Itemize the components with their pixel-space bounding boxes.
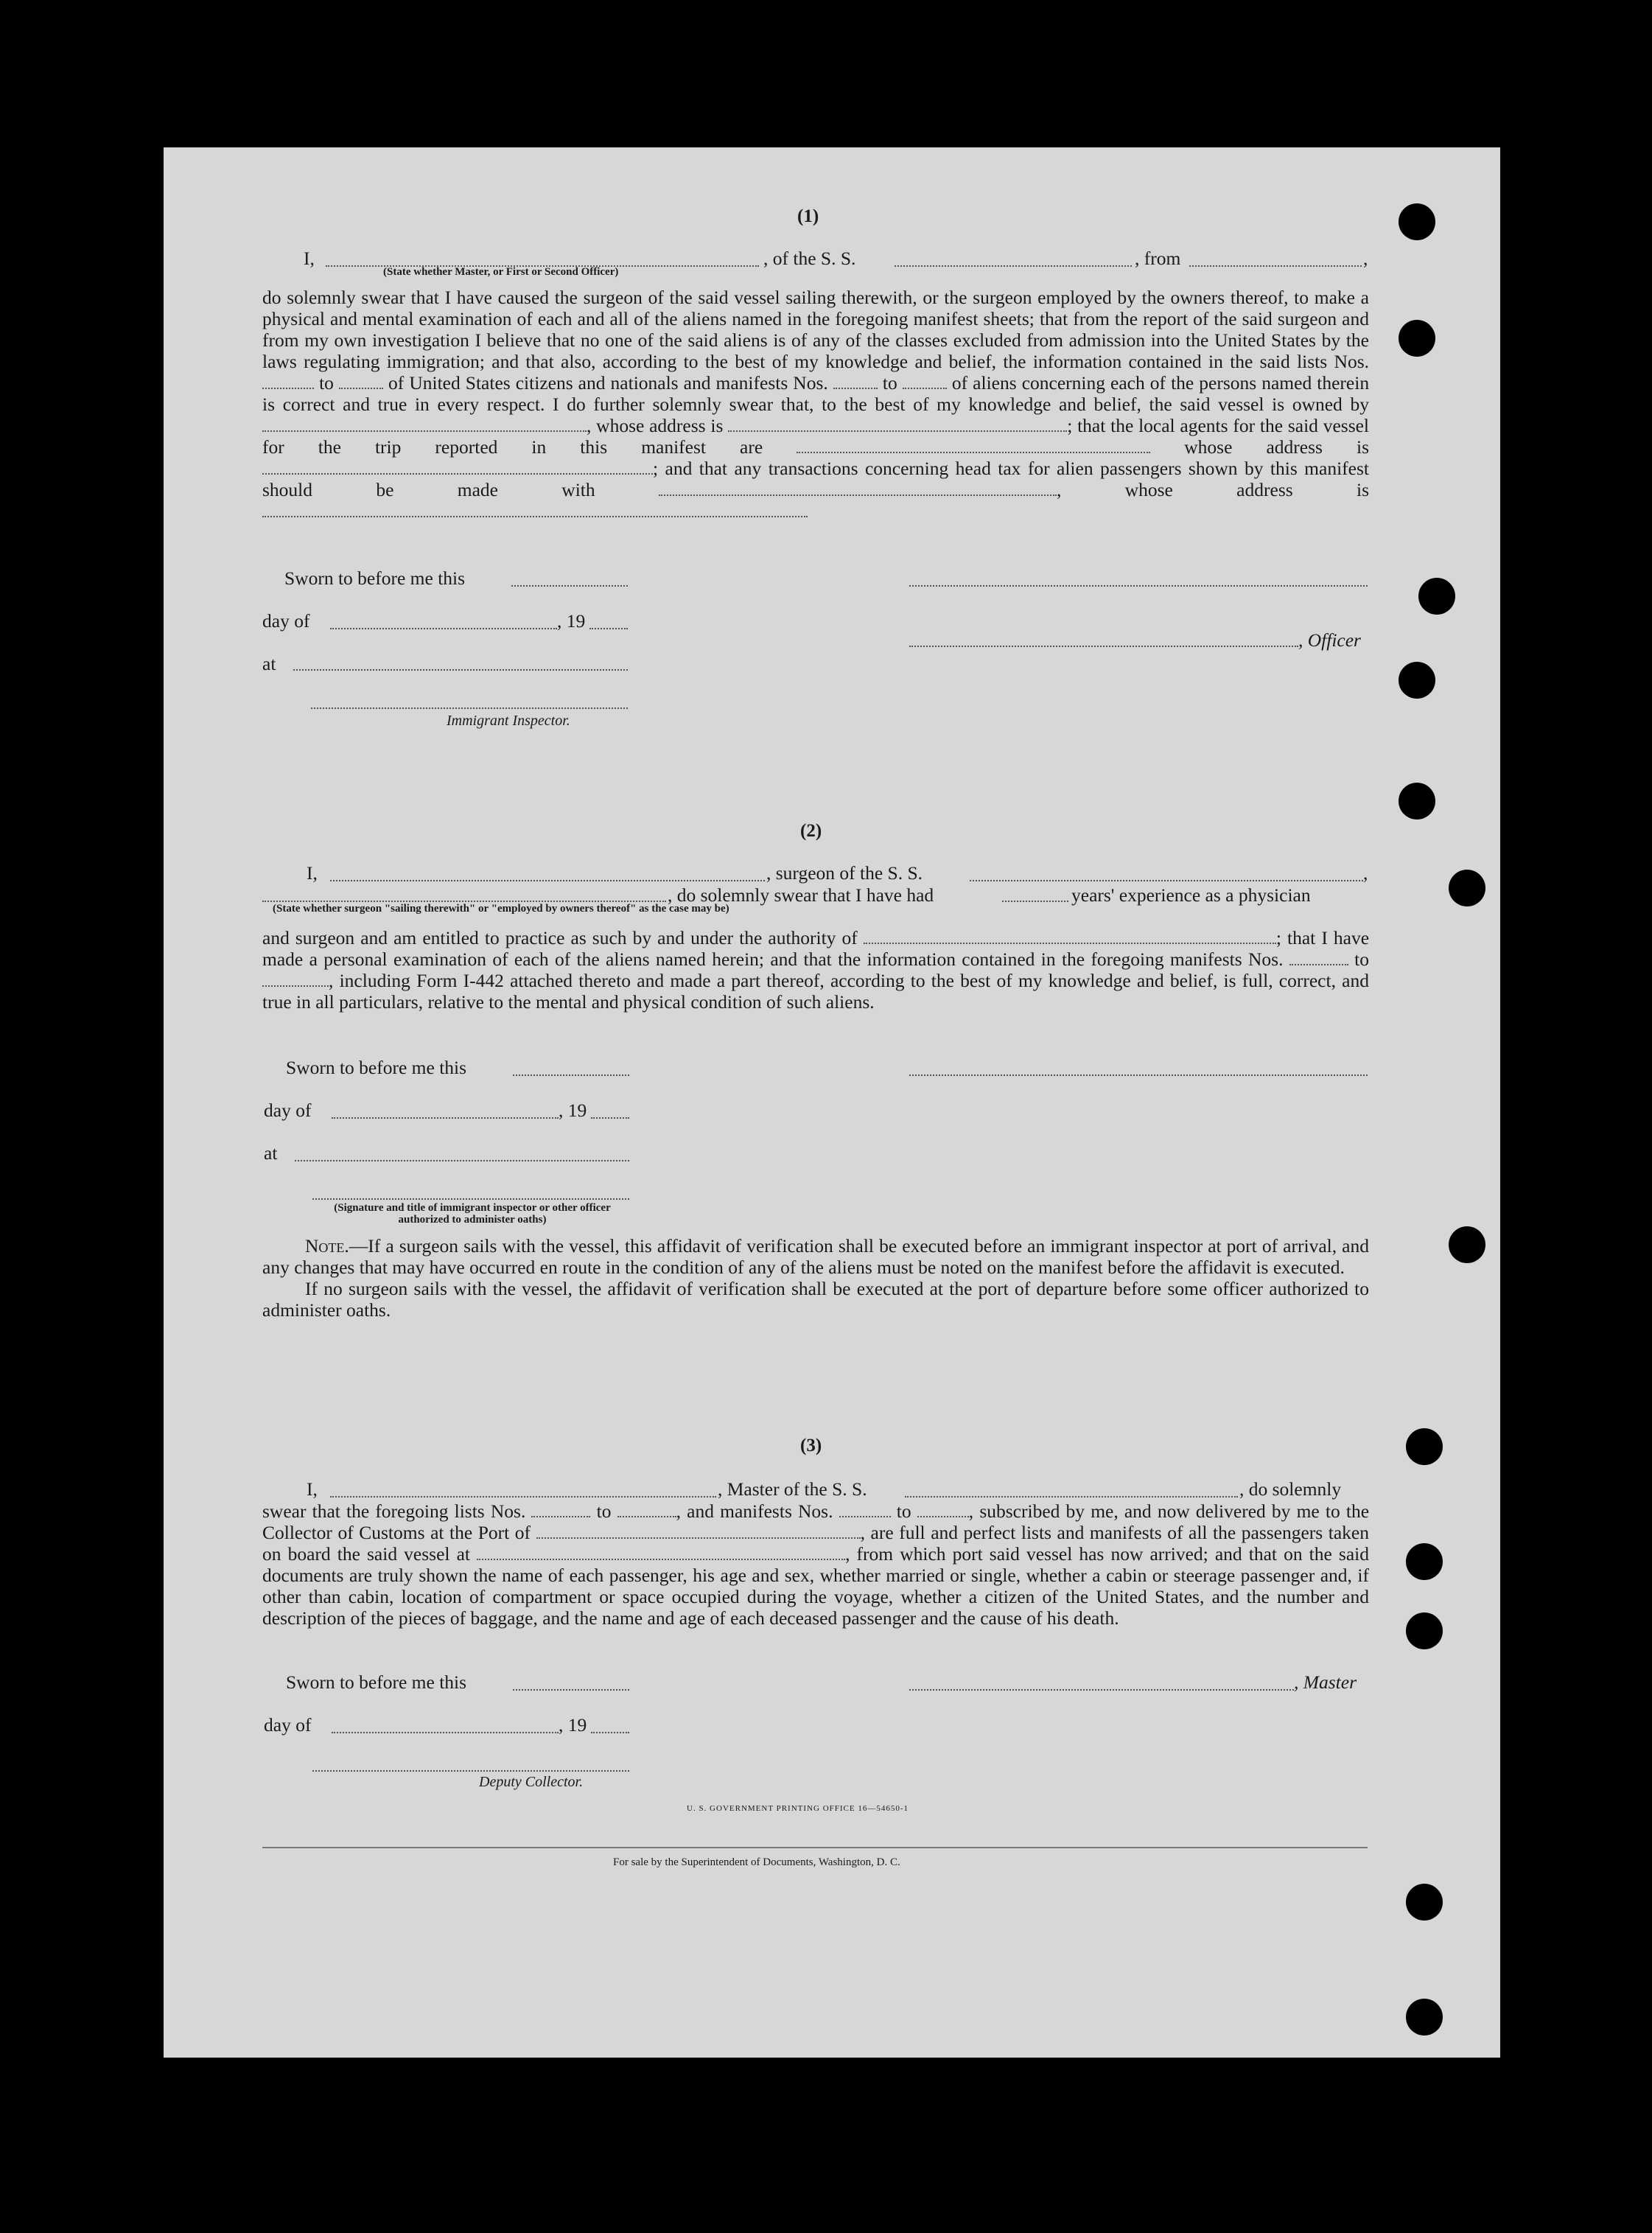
s2-oath-paragraph: and surgeon and am entitled to practice as such by and under the authority of ; that I have made a personal examination of each of the aliens named herein; and that the information contained in the foregoing manifests Nos. to , including Form I-442 attached thereto and made a part thereof, according to the best of my knowledge and belief, is full, correct, and true in all particulars, relative to the mental and physical condition of such aliens. [262, 927, 1370, 1013]
s1-lists-from-field[interactable] [262, 385, 314, 389]
s1-oath-paragraph: do solemnly swear that I have caused the surgeon of the said vessel sailing therewith, or the surgeon employed by the owners thereof, to make a physical and mental examination of each and all of the aliens named in the foregoing manifest sheets; that from the report of the said surgeon and from my own investigation I believe that no one of the said aliens is of any of the classes excluded from admission into the United States by the laws regulating immigration; and that also, according to the best of my knowledge and belief, the information contained in the said lists Nos. to of United States citizens and nationals and manifests Nos. to of aliens concerning each of the persons named therein is correct and true in every respect. I do further solemnly swear that, to the best of my knowledge and belief, the said vessel is owned by , whose address is ; that the local agents for the said vessel for the trip reported in this manifest are whose address is ; and that any transactions concerning head tax for alien passengers shown by this manifest should be made with , whose address is [262, 287, 1369, 522]
s1-of-ss-label: , of the S. S. [763, 248, 856, 269]
s2-day-of-label: day of [264, 1100, 312, 1121]
s1-day-of-label: day of [262, 610, 310, 632]
s2-years-field[interactable] [1002, 901, 1068, 902]
punch-hole [1449, 1226, 1485, 1263]
s1-agents-address-field[interactable] [262, 470, 653, 475]
s3-sworn-field[interactable] [513, 1689, 629, 1691]
s1-head-tax-party-field[interactable] [659, 492, 1057, 496]
s3-collector-signature-field[interactable] [312, 1770, 629, 1772]
s1-owner-field[interactable] [262, 427, 587, 432]
s1-inspector-label: Immigrant Inspector. [447, 713, 570, 729]
s3-solemnly-label: , do solemnly [1239, 1478, 1342, 1500]
s1-officer-label: , Officer [1298, 629, 1361, 651]
punch-hole [1406, 1999, 1443, 2035]
s2-surgeon-name-field[interactable] [330, 880, 765, 881]
punch-hole [1418, 578, 1455, 615]
punch-hole [1399, 320, 1435, 357]
section-1-number: (1) [797, 206, 819, 226]
s2-manifests-to-field[interactable] [262, 982, 329, 987]
s3-master-name-field[interactable] [330, 1496, 716, 1498]
s2-inspector-signature-field[interactable] [312, 1198, 629, 1200]
s2-year-label: , 19 [559, 1100, 587, 1121]
s3-oath-paragraph: swear that the foregoing lists Nos. to , and manifests Nos. to , subscribed by me, and now delivered by me to the Collector of Customs at the Port of , are full and perfect lists and manifests of all the passengers taken on board the said vessel at , from which port said vessel has now arrived; and that on the said documents are truly shown the name of each passenger, his age and sex, whether married or single, whether a cabin or steerage passenger and, if other than cabin, location of compartment or space occupied during the voyage, whether a citizen of the United States, and the number and description of the pieces of baggage, and the name and age of each deceased passenger and the cause of his death. [262, 1500, 1370, 1629]
s3-day-field[interactable] [332, 1732, 559, 1733]
section-2-number: (2) [800, 821, 822, 841]
s2-signature-line[interactable] [909, 1074, 1368, 1076]
s1-inspector-signature-field[interactable] [311, 707, 628, 709]
s3-day-of-label: day of [264, 1714, 312, 1736]
s1-officer-caption: (State whether Master, or First or Second Officer) [383, 266, 619, 278]
s1-vessel-name-field[interactable] [895, 265, 1132, 267]
s2-surgeon-status-field[interactable] [262, 901, 666, 902]
s1-at-field[interactable] [293, 669, 628, 671]
sale-notice: For sale by the Superintendent of Documents, Washington, D. C. [613, 1856, 900, 1868]
s2-surgeon-caption: (State whether surgeon "sailing therewith" or "employed by owners thereof" as the case may be) [273, 903, 729, 915]
s1-from-port-field[interactable] [1189, 265, 1362, 267]
footer-rule [262, 1847, 1368, 1848]
s2-i-label: I, [307, 862, 318, 884]
s2-note: Note.—If a surgeon sails with the vessel, this affidavit of verification shall be executed before an immigrant inspector at port of arrival, and any changes that may have occurred en route in the condition of any of the aliens must be noted on the manifest before the affidavit is executed. If no surgeon sails with the vessel, the affidavit of verification shall be executed at the port of departure before some officer authorized to administer oaths. [262, 1235, 1369, 1321]
s1-officer-signature-field[interactable] [909, 646, 1298, 647]
s3-year-field[interactable] [591, 1732, 629, 1733]
s2-note-label: Note. [305, 1235, 349, 1257]
s1-lists-to-field[interactable] [339, 385, 383, 389]
s3-lists-to-field[interactable] [617, 1513, 676, 1517]
s3-master-of-ss-label: , Master of the S. S. [718, 1478, 867, 1500]
s1-head-tax-address-field[interactable] [262, 513, 808, 517]
s2-year-field[interactable] [591, 1117, 629, 1119]
s2-swear-label: , do solemnly swear that I have had [668, 884, 934, 906]
s1-day-field[interactable] [330, 628, 557, 629]
section-3-number: (3) [800, 1436, 822, 1456]
s2-years-label: years' experience as a physician [1071, 884, 1311, 906]
s3-deputy-label: Deputy Collector. [479, 1774, 584, 1790]
s3-master-signature-field[interactable] [909, 1689, 1294, 1691]
s3-i-label: I, [307, 1478, 318, 1500]
s3-lists-from-field[interactable] [531, 1513, 590, 1517]
s2-authority-field[interactable] [864, 940, 1276, 944]
s2-inspector-caption: (Signature and title of immigrant inspector or other officer authorized to administer oaths) [334, 1202, 611, 1226]
s3-manifests-from-field[interactable] [839, 1513, 891, 1517]
punch-hole [1449, 870, 1485, 906]
punch-hole [1406, 1612, 1443, 1649]
s3-manifests-to-field[interactable] [917, 1513, 969, 1517]
s1-owner-address-field[interactable] [728, 427, 1067, 432]
punch-hole [1399, 203, 1435, 240]
s1-year-field[interactable] [589, 628, 628, 629]
s3-master-label: , Master [1294, 1671, 1357, 1693]
s1-i-label: I, [304, 248, 315, 269]
s2-at-label: at [264, 1142, 278, 1164]
s1-manifests-from-field[interactable] [833, 385, 878, 389]
s2-day-field[interactable] [332, 1117, 559, 1119]
s3-port-of-departure-field[interactable] [477, 1556, 845, 1560]
s1-at-label: at [262, 653, 276, 674]
s1-sworn-label: Sworn to before me this [284, 567, 466, 589]
s3-port-of-arrival-field[interactable] [536, 1534, 861, 1539]
s2-at-field[interactable] [295, 1160, 629, 1161]
s1-manifests-to-field[interactable] [903, 385, 947, 389]
s2-manifests-from-field[interactable] [1289, 961, 1348, 965]
bleed-through-text [0, 0, 1, 1]
s2-vessel-name-field[interactable] [970, 880, 1363, 881]
s3-sworn-label: Sworn to before me this [286, 1671, 467, 1693]
s3-vessel-name-field[interactable] [905, 1496, 1238, 1498]
punch-hole [1406, 1884, 1443, 1921]
s3-year-label: , 19 [559, 1714, 587, 1736]
s2-sworn-label: Sworn to before me this [286, 1057, 467, 1078]
s1-from-label: , from [1135, 248, 1181, 269]
s1-agents-field[interactable] [797, 449, 1150, 453]
s2-surgeon-of-ss-label: , surgeon of the S. S. [766, 862, 923, 884]
s1-year-label: , 19 [557, 610, 586, 632]
s1-signature-line[interactable] [909, 585, 1368, 587]
punch-hole [1399, 662, 1435, 699]
gpo-imprint: U. S. GOVERNMENT PRINTING OFFICE 16—54650-1 [687, 1804, 909, 1813]
punch-hole [1406, 1428, 1443, 1465]
punch-hole [1399, 783, 1435, 820]
s2-sworn-field[interactable] [513, 1074, 629, 1076]
punch-hole [1406, 1543, 1443, 1580]
s1-sworn-field[interactable] [511, 585, 628, 587]
